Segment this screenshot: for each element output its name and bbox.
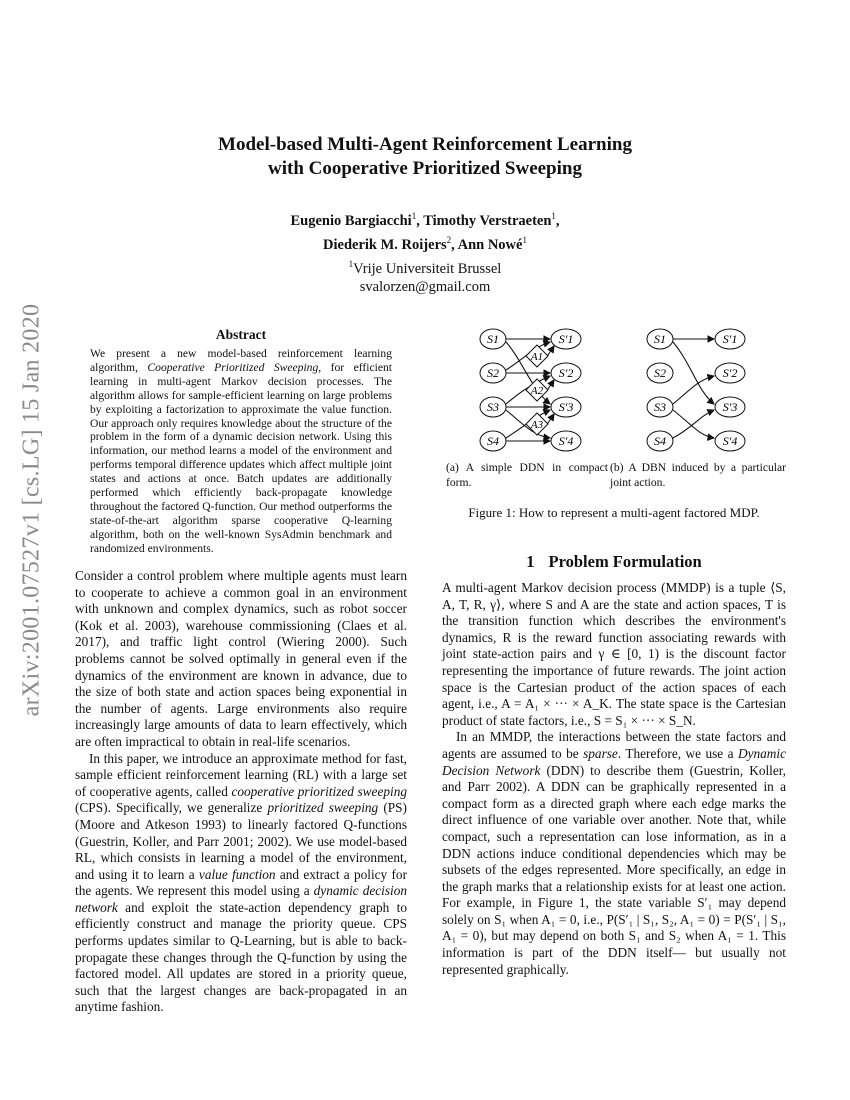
state-node (647, 363, 673, 383)
arxiv-sidebar-stamp (2, 300, 62, 720)
figure-1-diagram (442, 320, 792, 460)
intro-text: and extract a policy for the agents. We represent this model using a (75, 866, 407, 899)
state-label: S3 (487, 400, 499, 414)
arxiv-id: arXiv:2001.07527v1 [cs.LG] 15 Jan 2020 (18, 303, 45, 717)
state-label: S4 (487, 434, 499, 448)
abstract-body (90, 347, 392, 556)
next-state-label: S′1 (722, 332, 738, 346)
intro-paragraph-2 (75, 751, 407, 1017)
author-line-2: Diederik M. Roijers$^2$, Ann Nowé$^1$ (323, 234, 527, 253)
next-state-node (551, 397, 581, 417)
next-state-node (551, 329, 581, 349)
state-label: S1 (487, 332, 499, 346)
subfigure-caption-a: (a) A simple DDN in compact form. (446, 461, 608, 489)
section-paragraph-2 (442, 729, 786, 978)
author-block (0, 207, 850, 297)
state-node (480, 329, 506, 349)
section-text: (DDN) to describe them (Guestrin, Koller, and Parr 2002). A DDN can be graphically represented in a compact form as a directed graph where each edge marks the direct influence of one variable over another. Note that, while compact, such a representation can lose information, as in a DDN actions induce conditional dependencies which may be subsets of the edges represented. More specifically, an edge in the graph marks that a relationship exists for at least one action. For example, in Figure 1, the state variable S′₁ may depend solely on S₁ when A₁ = 0, i.e., P(S′₁ | S₁, S₂, A₁ = 0) = P(S′₁ | S₁, A₁ = 0), but may depend on both S₁ and S₂ when A₁ = 1. This information is part of the DDN itself— but usually not represented graphically. (442, 762, 786, 977)
action-node (526, 413, 548, 435)
right-column (442, 580, 786, 978)
state-node (647, 397, 673, 417)
affiliation-sup: 1 (348, 258, 354, 269)
next-state-label: S′3 (722, 400, 738, 414)
edge (673, 376, 714, 404)
intro-text: (PS) (Moore and Atkeson 1993) to linearly factored Q-functions (Guestrin, Koller, and Parr 2001; 2002). We use model-based RL, which consists in learning a model of the environment, and using it to learn a (75, 800, 407, 882)
abstract-heading: Abstract (215, 327, 267, 342)
section-number: 1 (526, 552, 535, 571)
intro-text: (CPS). Specifically, we generalize (75, 800, 268, 816)
intro-paragraph-1: Consider a control problem where multiple agents must learn to cooperate to achieve a common goal in an environment with unknown and complex dynamics, such as robot soccer (Kok et al. 2003), warehouse commissioning (Claes et al. 2017), and traffic light control (Wiering 2000). Such problems cannot be solved optimally in general even if the dynamics of the environment are known in advance, due to the size of both state and action spaces being exponential in the number of agents. Large environments also require increasingly large amounts of data to learn effectively, which are often impractical to obtain in real-life scenarios. (75, 568, 407, 749)
author-line-1: Eugenio Bargiacchi$^1$, Timothy Verstraeten$^1$, (290, 211, 560, 229)
author-sup: 1 (411, 211, 417, 221)
next-state-node (551, 363, 581, 383)
figure-caption: Figure 1: How to represent a multi-agent factored MDP. (468, 505, 760, 520)
ddn-nodes (480, 329, 581, 451)
state-node (480, 397, 506, 417)
dbn-nodes (647, 329, 745, 451)
state-label: S4 (654, 434, 666, 448)
state-node (480, 363, 506, 383)
action-label: A3 (530, 419, 544, 431)
author-name: Eugenio Bargiacchi (290, 212, 412, 229)
edge (673, 410, 714, 438)
intro-text: In this paper, we introduce an approximate method for fast, sample efficient reinforcement learning (RL) with a large set of cooperative agents, called (75, 750, 407, 799)
dbn-graph (673, 339, 714, 438)
action-node (526, 379, 548, 401)
affiliation (0, 255, 850, 279)
section-emphasis: Dynamic Decision Network (442, 745, 786, 778)
title-line-1: Model-based Multi-Agent Reinforcement Learning (218, 134, 632, 155)
next-state-node (715, 363, 745, 383)
affiliation-text: Vrije Universiteit Brussel (353, 260, 502, 277)
next-state-label: S′2 (722, 366, 738, 380)
author-name: Ann Nowé (457, 236, 523, 253)
intro-text: and exploit the state-action dependency graph to efficiently construct and manage the priority queue. CPS performs updates similar to Q-Learning, but is able to back-propagate these changes through the Q-function by using the factored model. All updates are stored in a priority queue, such that the largest changes are back-propagated in an anytime fashion. (75, 899, 407, 1015)
section-text: In an MMDP, the interactions between the state factors and agents are assumed to be (442, 729, 786, 761)
author-name: Timothy Verstraeten (423, 212, 552, 229)
author-sup: 1 (551, 211, 556, 221)
left-column (75, 568, 407, 1016)
abstract-emphasis: Cooperative Prioritized Sweeping (147, 360, 319, 374)
section-text: . Therefore, we use a (617, 745, 738, 761)
state-label: S2 (654, 366, 666, 380)
state-label: S2 (487, 366, 499, 380)
author-name: Diederik M. Roijers (323, 236, 447, 253)
abstract-text: We present a new model-based reinforcement learning algorithm, (90, 347, 392, 374)
next-state-label: S′4 (558, 434, 574, 448)
next-state-label: S′3 (558, 400, 574, 414)
action-label: A1 (530, 351, 544, 363)
next-state-label: S′1 (558, 332, 574, 346)
author-sup: 2 (446, 234, 452, 245)
next-state-node (715, 397, 745, 417)
state-node (480, 431, 506, 451)
section-heading (442, 552, 786, 572)
author-sup: 1 (522, 234, 527, 245)
intro-emphasis: prioritized sweeping (267, 800, 379, 816)
paper-title (0, 133, 850, 181)
next-state-node (551, 431, 581, 451)
next-state-node (715, 329, 745, 349)
state-node (647, 329, 673, 349)
next-state-label: S′4 (722, 434, 738, 448)
intro-emphasis: value function (198, 866, 276, 882)
intro-emphasis: cooperative prioritized sweeping (231, 783, 407, 799)
state-label: S1 (654, 332, 666, 346)
intro-emphasis: dynamic decision network (75, 883, 408, 915)
next-state-label: S′2 (558, 366, 574, 380)
abstract-text: , for efficient learning in multi-agent Markov decision processes. The algorithm allows for sample-efficient learning on large problems by exploiting a factorization to approximate the value function. Our approach only requires knowledge about the structure of the problem in the form of a dynamic decision network. Using this information, our method learns a model of the environment and performs temporal difference updates which affect multiple joint states and actions at once. Batch updates are additionally performed which efficiently back-propagate knowledge throughout the factored Q-function. Our method outperforms the state-of-the-art algorithm sparse cooperative Q-learning algorithm, both on the well-known SysAdmin benchmark and randomized environments. (90, 360, 392, 555)
edge (673, 342, 714, 404)
action-node (526, 345, 548, 367)
section-title-text: Problem Formulation (548, 552, 702, 571)
action-label: A2 (530, 385, 544, 397)
state-node (647, 431, 673, 451)
author-email: svalorzen@gmail.com (359, 279, 491, 296)
subfigure-caption-b: (b) A DBN induced by a particular joint action. (610, 461, 786, 489)
section-paragraph-1: A multi-agent Markov decision process (MMDP) is a tuple ⟨S, A, T, R, γ⟩, where S and A are the state and action spaces, T is the transition function which describes the environment's dynamics, R is the reward function associating rewards with joint state-action pairs and γ ∈ [0, 1) is the discount factor representing the importance of future rewards. The joint action space is the Cartesian product of the action spaces of each agent, i.e., A = A₁ × ··· × A_K. The state space is the Cartesian product of state factors, i.e., S = S₁ × ··· × S_N. (442, 580, 786, 728)
section-emphasis: sparse (583, 745, 618, 761)
state-label: S3 (654, 400, 666, 414)
title-line-2: with Cooperative Prioritized Sweeping (268, 158, 582, 179)
next-state-node (715, 431, 745, 451)
